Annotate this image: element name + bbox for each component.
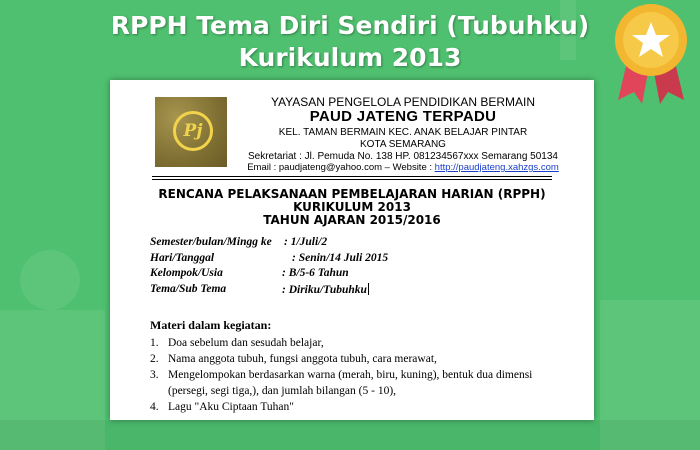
meta-day-date — [150, 252, 389, 264]
org-address: Sekretariat : Jl. Pemuda No. 138 HP. 081234567xxx Semarang 50134 — [247, 151, 558, 162]
doc-academic-year: TAHUN AJARAN 2015/2016 — [263, 213, 441, 227]
list-number: 2. — [150, 353, 159, 365]
list-text: (persegi, segi tiga,), dan jumlah bilangan (5 - 10), — [168, 385, 397, 397]
meta-label: Tema/Sub Tema — [150, 283, 227, 295]
meta-semester — [150, 236, 328, 248]
org-contact — [238, 162, 568, 173]
list-text: Nama anggota tubuh, fungsi anggota tubuh, cara merawat, — [168, 353, 437, 365]
star-badge-icon — [606, 0, 696, 104]
org-foundation: YAYASAN PENGELOLA PENDIDIKAN BERMAIN — [270, 95, 536, 109]
meta-value — [282, 283, 369, 296]
org-website-link[interactable]: http://paudjateng.xahzgs.com — [434, 162, 559, 173]
meta-label: Kelompok/Usia — [150, 267, 223, 279]
text-cursor — [368, 283, 369, 295]
meta-label: Semester/bulan/Mingg ke — [150, 236, 272, 248]
list-number: 1. — [150, 337, 159, 349]
meta-value-text: : Diriku/Tubuhku — [282, 284, 367, 296]
org-email: Email : paudjateng@yahoo.com – Website : — [247, 162, 435, 173]
list-number: 3. — [150, 369, 159, 381]
header-divider — [152, 176, 552, 177]
list-item — [150, 336, 570, 351]
doc-heading: RENCANA PELAKSANAAN PEMBELAJARAN HARIAN (RPPH) — [158, 187, 546, 201]
list-item — [150, 368, 570, 383]
list-number: 4. — [150, 401, 159, 413]
page-title-line2: Kurikulum 2013 — [238, 43, 462, 72]
meta-value: : B/5-6 Tahun — [282, 267, 349, 279]
materi-list — [150, 336, 570, 416]
meta-value: : 1/Juli/2 — [284, 236, 328, 248]
meta-label: Hari/Tanggal — [150, 252, 215, 264]
page-title — [0, 10, 700, 74]
header-divider — [152, 179, 552, 180]
paud-logo — [155, 97, 227, 167]
meta-value: : Senin/14 Juli 2015 — [292, 252, 389, 264]
list-item — [150, 384, 570, 399]
document-preview — [110, 80, 594, 420]
org-group: KEL. TAMAN BERMAIN KEC. ANAK BELAJAR PINTAR — [278, 127, 528, 138]
meta-group-age — [150, 267, 349, 279]
page-title-line1: RPPH Tema Diri Sendiri (Tubuhku) — [110, 11, 590, 40]
logo-mark: Pj — [173, 111, 213, 151]
org-city: KOTA SEMARANG — [360, 139, 446, 150]
background-plant — [20, 250, 80, 310]
meta-theme — [150, 283, 367, 296]
org-name: PAUD JATENG TERPADU — [309, 108, 497, 125]
background-floor — [0, 420, 700, 450]
list-text: Doa sebelum dan sesudah belajar, — [168, 337, 324, 349]
list-text: Mengelompokan berdasarkan warna (merah, biru, kuning), bentuk dua dimensi — [168, 369, 533, 381]
list-item — [150, 400, 570, 415]
list-item — [150, 352, 570, 367]
materi-heading: Materi dalam kegiatan: — [150, 318, 272, 332]
list-text: Lagu "Aku Ciptaan Tuhan" — [168, 401, 294, 413]
doc-subheading: KURIKULUM 2013 — [293, 200, 411, 214]
